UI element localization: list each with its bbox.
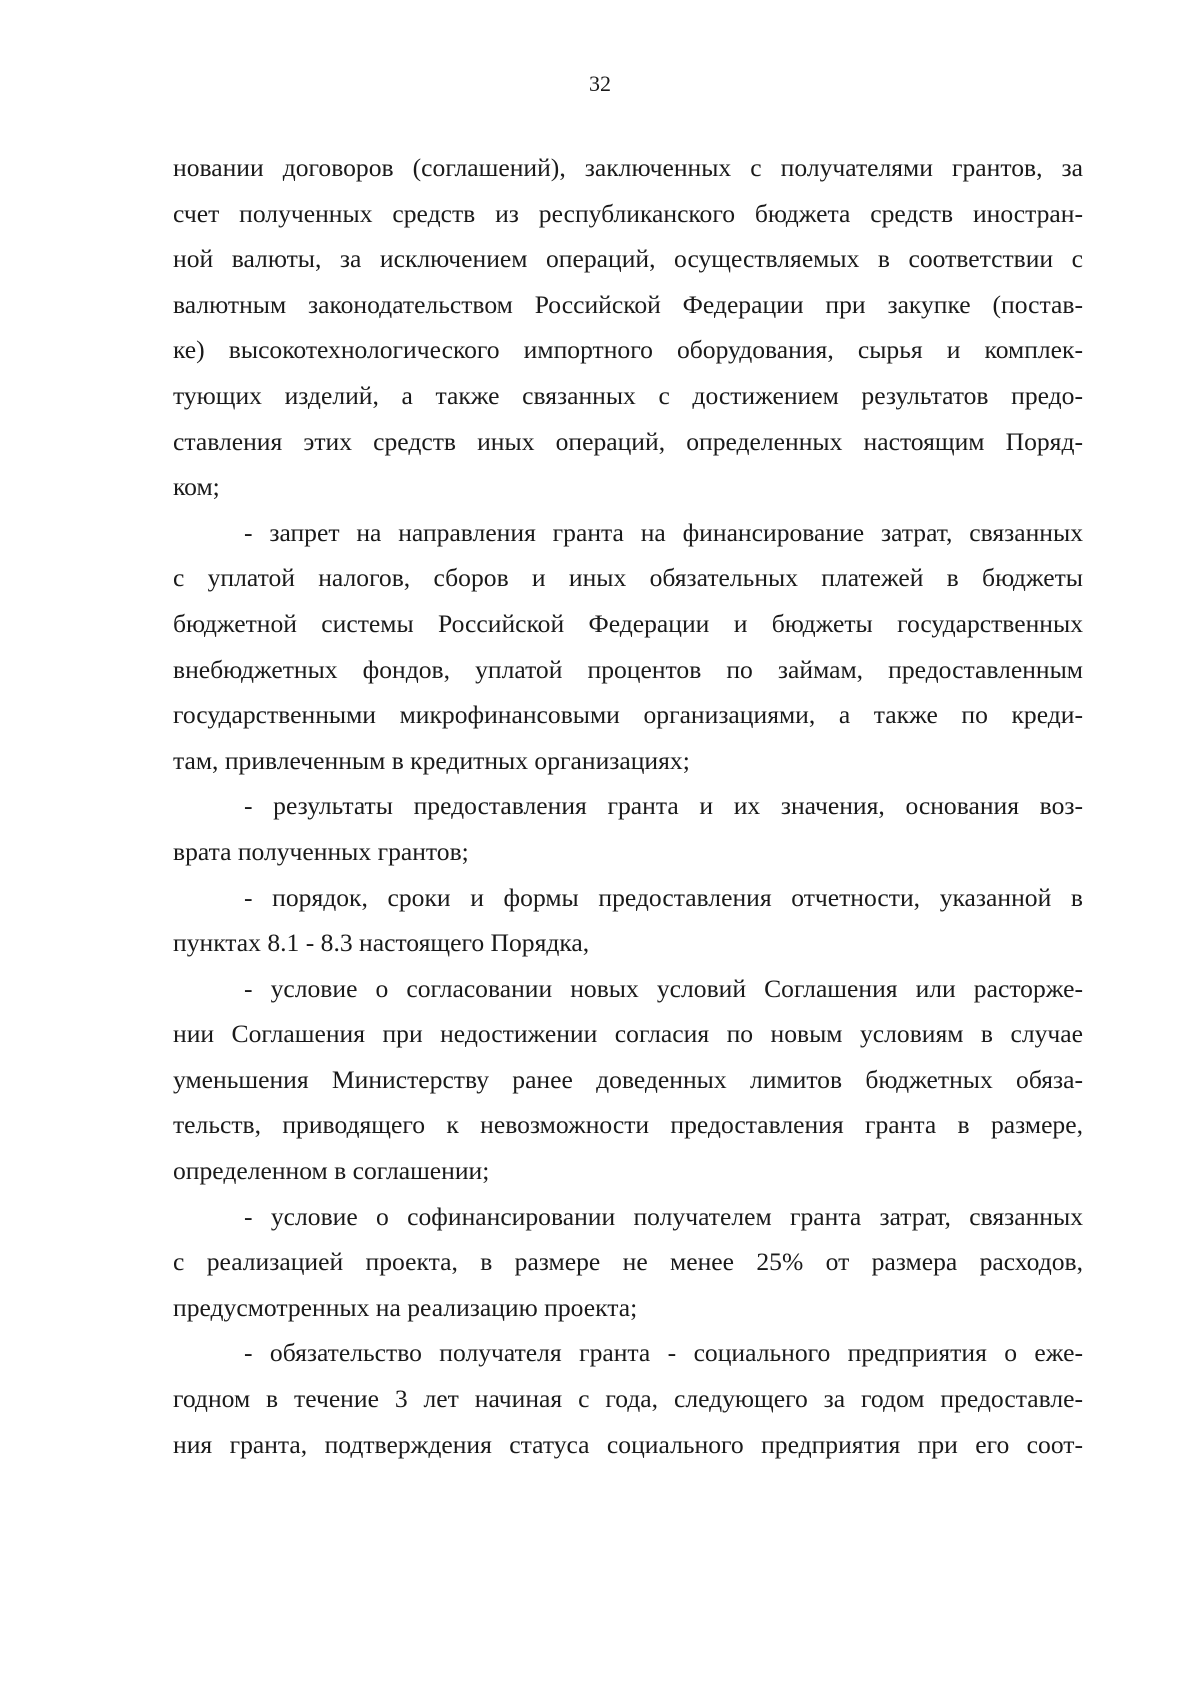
text-line: тующих изделий, а также связанных с достижением результатов предо- xyxy=(173,380,1083,410)
list-item-paragraph xyxy=(173,783,1083,874)
text-line: - обязательство получателя гранта - социального предприятия о еже- xyxy=(244,1338,1083,1368)
text-line: с реализацией проекта, в размере не менее 25% от размера расходов, xyxy=(173,1247,1083,1277)
text-line: пунктах 8.1 - 8.3 настоящего Порядка, xyxy=(173,928,590,958)
text-line: счет полученных средств из республиканского бюджета средств иностран- xyxy=(173,198,1083,228)
text-line: - порядок, сроки и формы предоставления отчетности, указанной в xyxy=(244,882,1083,912)
list-item-paragraph xyxy=(173,1330,1083,1467)
text-line: годном в течение 3 лет начиная с года, следующего за годом предоставле- xyxy=(173,1384,1083,1414)
text-line: нии Соглашения при недостижении согласия по новым условиям в случае xyxy=(173,1019,1083,1049)
list-item-paragraph xyxy=(173,1194,1083,1331)
document-body xyxy=(173,145,1083,1467)
text-line: - запрет на направления гранта на финансирование затрат, связанных xyxy=(244,517,1083,547)
text-line: ком; xyxy=(173,472,220,502)
text-line: новании договоров (соглашений), заключенных с получателями грантов, за xyxy=(173,153,1083,182)
paragraph xyxy=(173,145,1083,510)
list-item-paragraph xyxy=(173,510,1083,784)
text-line: с уплатой налогов, сборов и иных обязательных платежей в бюджеты xyxy=(173,563,1083,593)
text-line: предусмотренных на реализацию проекта; xyxy=(173,1292,638,1322)
text-line: - результаты предоставления гранта и их значения, основания воз- xyxy=(244,791,1083,821)
text-line: там, привлеченным в кредитных организациях; xyxy=(173,745,690,775)
text-line: ке) высокотехнологического импортного оборудования, сырья и комплек- xyxy=(173,335,1083,365)
text-line: врата полученных грантов; xyxy=(173,836,469,866)
text-line: бюджетной системы Российской Федерации и бюджеты государственных xyxy=(173,608,1083,638)
text-line: - условие о согласовании новых условий Соглашения или расторже- xyxy=(244,973,1083,1003)
text-line: ставления этих средств иных операций, определенных настоящим Поряд- xyxy=(173,426,1083,456)
text-line: - условие о софинансировании получателем гранта затрат, связанных xyxy=(244,1201,1083,1231)
text-line: валютным законодательством Российской Федерации при закупке (постав- xyxy=(173,289,1083,319)
text-line: ния гранта, подтверждения статуса социального предприятия при его соот- xyxy=(173,1429,1083,1459)
text-line: внебюджетных фондов, уплатой процентов по займам, предоставленным xyxy=(173,654,1083,684)
list-item-paragraph xyxy=(173,875,1083,966)
text-line: ной валюты, за исключением операций, осуществляемых в соответствии с xyxy=(173,244,1083,274)
list-item-paragraph xyxy=(173,966,1083,1194)
page-number: 32 xyxy=(589,71,611,96)
text-line: тельств, приводящего к невозможности предоставления гранта в размере, xyxy=(173,1110,1083,1140)
text-line: уменьшения Министерству ранее доведенных лимитов бюджетных обяза- xyxy=(173,1064,1083,1094)
text-line: государственными микрофинансовыми организациями, а также по креди- xyxy=(173,700,1083,730)
text-line: определенном в соглашении; xyxy=(173,1156,490,1186)
